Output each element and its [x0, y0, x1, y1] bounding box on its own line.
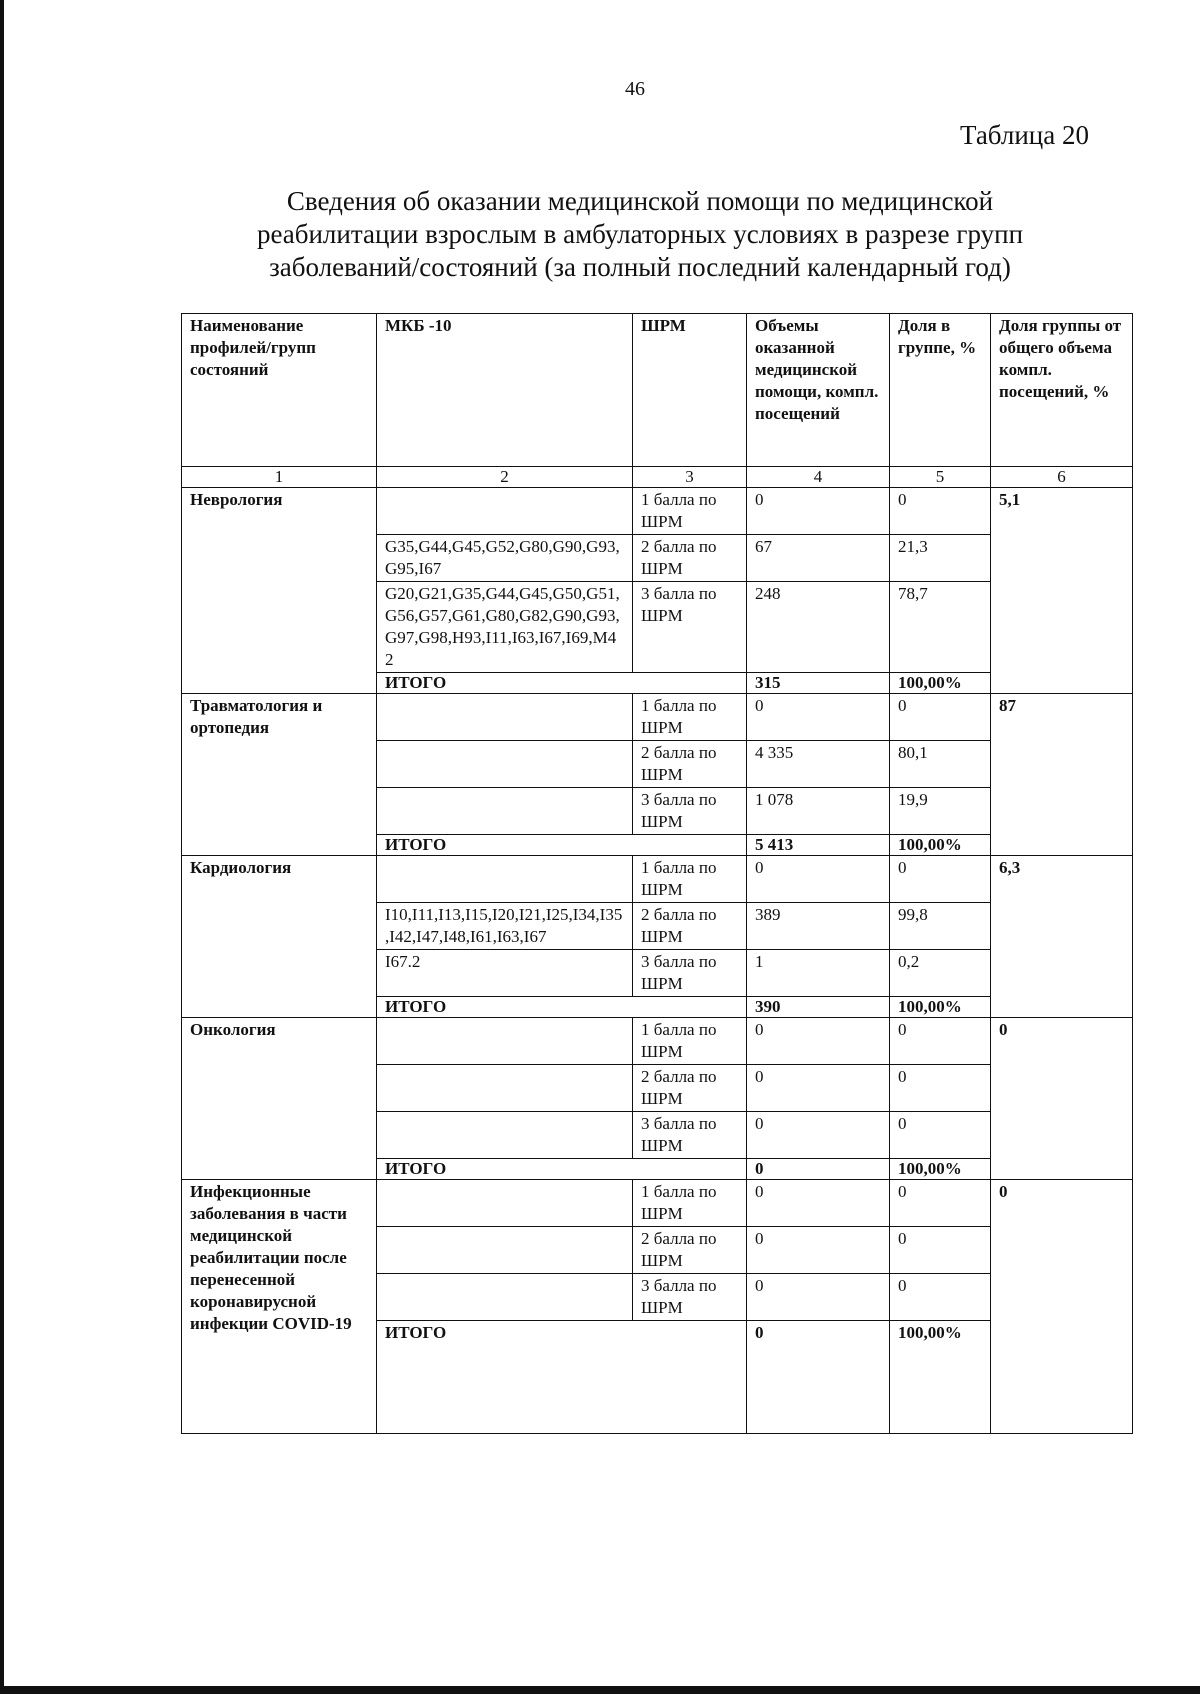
group-share-value: 0 [890, 856, 991, 903]
shrm-score: 2 балла по ШРМ [633, 1065, 747, 1112]
total-volume: 315 [747, 673, 890, 694]
icd-codes [377, 1180, 633, 1227]
volume-value: 389 [747, 903, 890, 950]
group-share-value: 0 [890, 1112, 991, 1159]
column-number: 6 [991, 467, 1133, 488]
group-name: Неврология [182, 488, 377, 694]
header-total-share: Доля группы от общего объема компл. посещений, % [991, 314, 1133, 467]
group-share-value: 0 [890, 1180, 991, 1227]
group-share-value: 78,7 [890, 582, 991, 673]
volume-value: 0 [747, 694, 890, 741]
volume-value: 0 [747, 856, 890, 903]
column-number: 4 [747, 467, 890, 488]
total-share: 100,00% [890, 1321, 991, 1434]
total-volume: 0 [747, 1159, 890, 1180]
header-row [182, 314, 1133, 467]
icd-codes: I10,I11,I13,I15,I20,I21,I25,I34,I35,I42,I47,I48,I61,I63,I67 [377, 903, 633, 950]
title-line: заболеваний/состояний (за полный последний календарный год) [269, 252, 1011, 282]
total-share-value: 5,1 [991, 488, 1133, 694]
volume-value: 4 335 [747, 741, 890, 788]
table-row [182, 1180, 1133, 1227]
total-label: ИТОГО [377, 673, 747, 694]
shrm-score: 2 балла по ШРМ [633, 535, 747, 582]
icd-codes [377, 1227, 633, 1274]
table-row [182, 488, 1133, 535]
icd-codes [377, 694, 633, 741]
volume-value: 0 [747, 1065, 890, 1112]
table-row [182, 856, 1133, 903]
shrm-score: 1 балла по ШРМ [633, 1180, 747, 1227]
group-share-value: 0 [890, 1065, 991, 1112]
column-number: 2 [377, 467, 633, 488]
scan-bottom-edge [0, 1686, 1200, 1694]
volume-value: 0 [747, 1112, 890, 1159]
total-share-value: 87 [991, 694, 1133, 856]
header-volume: Объемы оказанной медицинской помощи, компл. посещений [747, 314, 890, 467]
title-line: Сведения об оказании медицинской помощи по медицинской [286, 186, 994, 216]
shrm-score: 3 балла по ШРМ [633, 788, 747, 835]
shrm-score: 3 балла по ШРМ [633, 950, 747, 997]
group-share-value: 80,1 [890, 741, 991, 788]
group-name: Онкология [182, 1018, 377, 1180]
total-share: 100,00% [890, 997, 991, 1018]
column-number: 5 [890, 467, 991, 488]
icd-codes [377, 488, 633, 535]
group-share-value: 0,2 [890, 950, 991, 997]
group-share-value: 99,8 [890, 903, 991, 950]
volume-value: 0 [747, 1274, 890, 1321]
group-share-value: 0 [890, 1227, 991, 1274]
header-profile: Наименование профилей/групп состояний [182, 314, 377, 467]
group-share-value: 0 [890, 488, 991, 535]
document-title [200, 185, 1080, 284]
total-share: 100,00% [890, 673, 991, 694]
shrm-score: 2 балла по ШРМ [633, 1227, 747, 1274]
shrm-score: 2 балла по ШРМ [633, 741, 747, 788]
shrm-score: 1 балла по ШРМ [633, 1018, 747, 1065]
group-name: Травматология и ортопедия [182, 694, 377, 856]
total-label: ИТОГО [377, 835, 747, 856]
table-row [182, 694, 1133, 741]
page-number: 46 [625, 78, 645, 100]
shrm-score: 3 балла по ШРМ [633, 1112, 747, 1159]
total-label: ИТОГО [377, 997, 747, 1018]
group-share-value: 21,3 [890, 535, 991, 582]
total-label: ИТОГО [377, 1159, 747, 1180]
total-volume: 0 [747, 1321, 890, 1434]
group-name: Кардиология [182, 856, 377, 1018]
icd-codes: I67.2 [377, 950, 633, 997]
header-group-share: Доля в группе, % [890, 314, 991, 467]
icd-codes: G35,G44,G45,G52,G80,G90,G93,G95,I67 [377, 535, 633, 582]
total-share-value: 6,3 [991, 856, 1133, 1018]
group-name: Инфекционные заболевания в части медицинской реабилитации после перенесенной коронавирусной инфекции COVID-19 [182, 1180, 377, 1434]
shrm-score: 1 балла по ШРМ [633, 856, 747, 903]
total-share-value: 0 [991, 1018, 1133, 1180]
group-share-value: 19,9 [890, 788, 991, 835]
icd-codes [377, 1274, 633, 1321]
table-row [182, 1018, 1133, 1065]
total-volume: 390 [747, 997, 890, 1018]
icd-codes [377, 788, 633, 835]
icd-codes: G20,G21,G35,G44,G45,G50,G51,G56,G57,G61,G80,G82,G90,G93,G97,G98,H93,I11,I63,I67,I69,M42 [377, 582, 633, 673]
column-number: 1 [182, 467, 377, 488]
shrm-score: 3 балла по ШРМ [633, 1274, 747, 1321]
total-share: 100,00% [890, 1159, 991, 1180]
volume-value: 248 [747, 582, 890, 673]
volume-value: 1 [747, 950, 890, 997]
group-share-value: 0 [890, 1274, 991, 1321]
volume-value: 0 [747, 1018, 890, 1065]
shrm-score: 2 балла по ШРМ [633, 903, 747, 950]
total-share: 100,00% [890, 835, 991, 856]
total-label: ИТОГО [377, 1321, 747, 1434]
rehabilitation-table [181, 313, 1133, 1434]
total-volume: 5 413 [747, 835, 890, 856]
shrm-score: 1 балла по ШРМ [633, 694, 747, 741]
icd-codes [377, 741, 633, 788]
shrm-score: 3 балла по ШРМ [633, 582, 747, 673]
column-number-row [182, 467, 1133, 488]
icd-codes [377, 1065, 633, 1112]
icd-codes [377, 856, 633, 903]
volume-value: 1 078 [747, 788, 890, 835]
volume-value: 67 [747, 535, 890, 582]
scan-left-edge [0, 0, 4, 1694]
icd-codes [377, 1018, 633, 1065]
shrm-score: 1 балла по ШРМ [633, 488, 747, 535]
table-label: Таблица 20 [960, 120, 1089, 150]
header-icd10: МКБ -10 [377, 314, 633, 467]
icd-codes [377, 1112, 633, 1159]
total-share-value: 0 [991, 1180, 1133, 1434]
volume-value: 0 [747, 1227, 890, 1274]
volume-value: 0 [747, 1180, 890, 1227]
group-share-value: 0 [890, 694, 991, 741]
volume-value: 0 [747, 488, 890, 535]
column-number: 3 [633, 467, 747, 488]
group-share-value: 0 [890, 1018, 991, 1065]
title-line: реабилитации взрослым в амбулаторных условиях в разрезе групп [256, 219, 1024, 249]
header-shrm: ШРМ [633, 314, 747, 467]
